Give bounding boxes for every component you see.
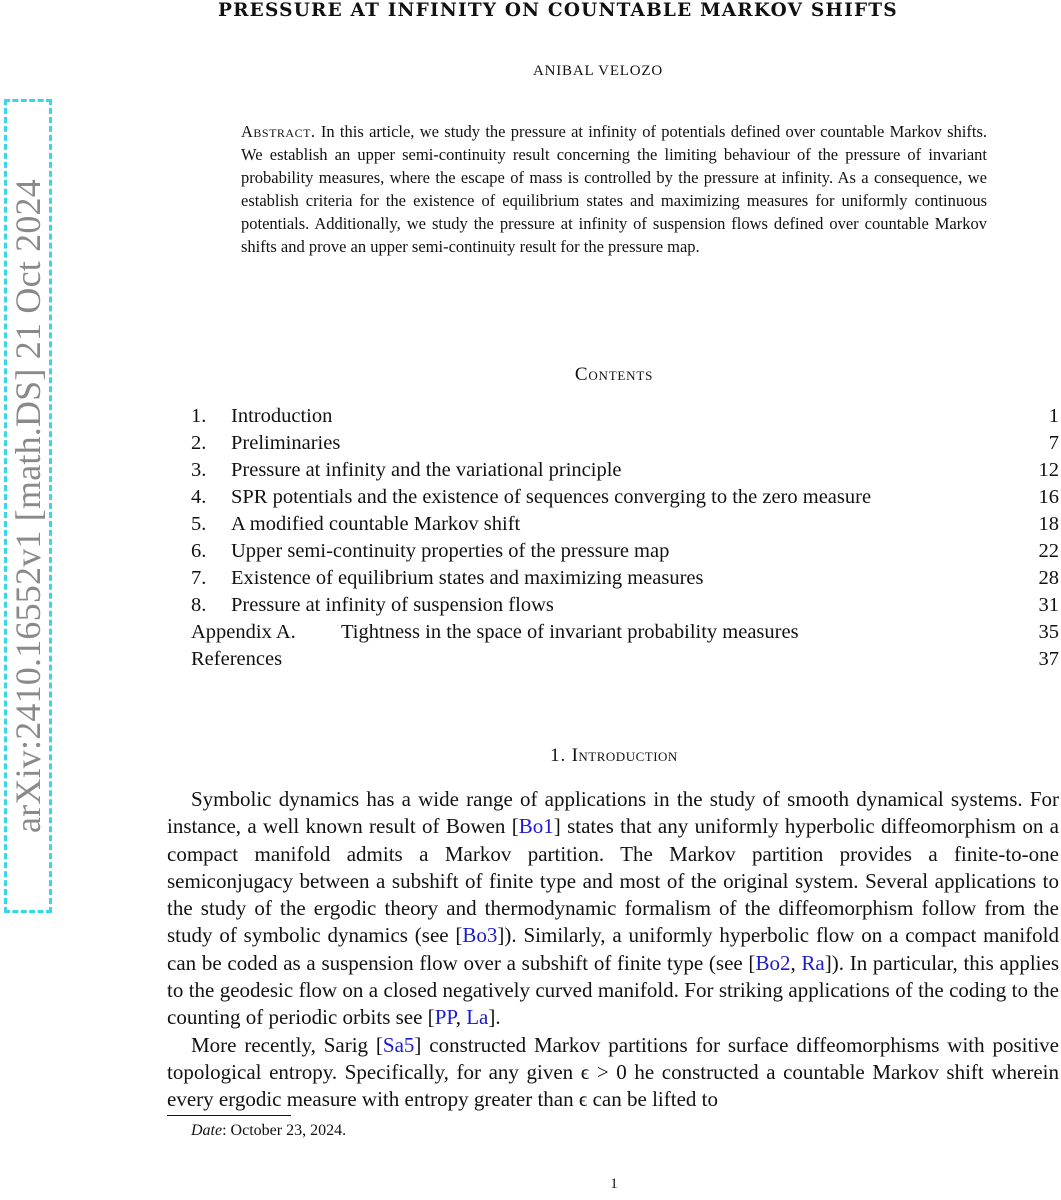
introduction-body — [167, 786, 1059, 1114]
citation-link[interactable]: Sa5 — [382, 1032, 415, 1057]
paragraph-text: , — [455, 1005, 467, 1030]
paragraph-text: , — [790, 950, 802, 975]
toc-entry-page: 35 — [1038, 621, 1059, 643]
toc-entry-modified-shift[interactable] — [191, 511, 1059, 538]
toc-entry-number: 5. — [191, 513, 207, 535]
toc-entry-number: 2. — [191, 432, 207, 454]
toc-entry-number: 6. — [191, 540, 207, 562]
footnote-label: Date — [191, 1122, 223, 1139]
citation-link[interactable]: La — [466, 1005, 489, 1030]
toc-entry-number: 4. — [191, 486, 207, 508]
toc-entry-number: 7. — [191, 567, 207, 589]
paragraph — [167, 1032, 1059, 1114]
toc-entry-page: 16 — [1038, 486, 1059, 508]
toc-entry-upper-semi-continuity[interactable] — [191, 538, 1059, 565]
citation-link[interactable]: Bo2 — [755, 950, 791, 975]
toc-entry-suspension-flows[interactable] — [191, 592, 1059, 619]
table-of-contents — [191, 403, 1059, 673]
arxiv-stamp: arXiv:2410.16552v1 [math.DS] 21 Oct 2024 — [8, 179, 48, 833]
toc-entry-title: References — [191, 648, 283, 670]
toc-entry-title: Pressure at infinity and the variational principle — [231, 459, 622, 481]
toc-entry-introduction[interactable] — [191, 403, 1059, 430]
toc-entry-pressure-at-infinity[interactable] — [191, 457, 1059, 484]
toc-entry-page: 37 — [1038, 648, 1059, 670]
toc-entry-title: Existence of equilibrium states and maximizing measures — [231, 567, 704, 589]
toc-entry-preliminaries[interactable] — [191, 430, 1059, 457]
abstract-text: In this article, we study the pressure at infinity of potentials defined over countable Markov shifts. We establish an upper semi-continuity result concerning the limiting behaviour of the pressure of invariant probability measures, where the escape of mass is controlled by the pressure at infinity. As a consequence, we establish criteria for the existence of equilibrium states and maximizing measures for uniformly continuous potentials. Additionally, we study the pressure at infinity of suspension flows defined over countable Markov shifts and prove an upper semi-continuity result for the pressure map. — [241, 122, 988, 256]
toc-entry-title: Tightness in the space of invariant probability measures — [341, 621, 799, 643]
paragraph-text: Symbolic dynamics has a wide range of applications in the study of smooth dynamical systems. For instance, a well known result of Bowen [ — [167, 787, 1059, 839]
toc-entry-appendix-a[interactable] — [191, 619, 1059, 646]
toc-entry-title: A modified countable Markov shift — [231, 513, 521, 535]
toc-entry-title: Upper semi-continuity properties of the pressure map — [231, 540, 670, 562]
toc-entry-number: Appendix A. — [191, 621, 296, 643]
paragraph-text: ]. — [488, 1005, 501, 1030]
paragraph-text: More recently, Sarig [ — [191, 1032, 383, 1057]
toc-entry-spr-potentials[interactable] — [191, 484, 1059, 511]
paragraph-text: ] constructed Markov partitions for surface diffeomorphisms with positive topological entropy. Specifically, for any given ϵ > 0 he constructed a countable Markov shift wherein every ergodic measure with entropy greater than ϵ can be lifted to — [167, 1032, 1059, 1112]
section-title: Introduction — [571, 745, 678, 766]
paragraph-text: ]). In particular, this applies to the geodesic flow on a closed negatively curved manifold. For striking applications of the coding to the counting of periodic orbits see [ — [167, 950, 1060, 1030]
toc-entry-page: 28 — [1038, 567, 1059, 589]
footnote-date — [191, 1122, 346, 1140]
section-number: 1. — [550, 745, 567, 766]
toc-entry-page: 12 — [1038, 459, 1059, 481]
paper-title: PRESSURE AT INFINITY ON COUNTABLE MARKOV SHIFTS — [218, 0, 898, 21]
paragraph-text: ] states that any uniformly hyperbolic diffeomorphism on a compact manifold admits a Markov partition. The Markov partition provides a finite-to-one semiconjugacy between a subshift of finite type and most of the original system. Several applications to the study of the ergodic theory and thermodynamic formalism of the diffeomorphism follow from the study of symbolic dynamics (see [ — [167, 814, 1059, 948]
citation-link[interactable]: Bo3 — [462, 923, 498, 948]
paragraph — [167, 786, 1059, 1032]
citation-link[interactable]: Ra — [801, 950, 825, 975]
toc-entry-number: 3. — [191, 459, 207, 481]
toc-entry-title: Preliminaries — [231, 432, 341, 454]
toc-entry-page: 18 — [1038, 513, 1059, 535]
toc-entry-page: 22 — [1038, 540, 1059, 562]
section-heading — [0, 745, 1061, 767]
toc-entry-number: 8. — [191, 594, 207, 616]
abstract — [241, 120, 987, 258]
citation-link[interactable]: Bo1 — [518, 814, 554, 839]
footnote-rule — [167, 1115, 291, 1116]
contents-heading: Contents — [574, 364, 654, 385]
paragraph-text: ]). Similarly, a uniformly hyperbolic flow on a compact manifold can be coded as a suspension flow over a subshift of finite type (see [ — [167, 923, 1059, 975]
footnote-text: : October 23, 2024. — [222, 1122, 347, 1139]
page-number: 1 — [610, 1176, 618, 1192]
toc-entry-references[interactable] — [191, 646, 1059, 673]
toc-entry-title: Introduction — [231, 405, 333, 427]
toc-entry-title: Pressure at infinity of suspension flows — [231, 594, 554, 616]
abstract-label: Abstract. — [241, 122, 316, 141]
paper-author: ANIBAL VELOZO — [533, 63, 663, 79]
toc-entry-page: 31 — [1038, 594, 1059, 616]
citation-link[interactable]: PP — [434, 1005, 456, 1030]
toc-entry-equilibrium-states[interactable] — [191, 565, 1059, 592]
toc-entry-page: 7 — [1048, 432, 1059, 454]
toc-entry-number: 1. — [191, 405, 207, 427]
toc-entry-title: SPR potentials and the existence of sequences converging to the zero measure — [231, 486, 872, 508]
toc-entry-page: 1 — [1048, 405, 1059, 427]
